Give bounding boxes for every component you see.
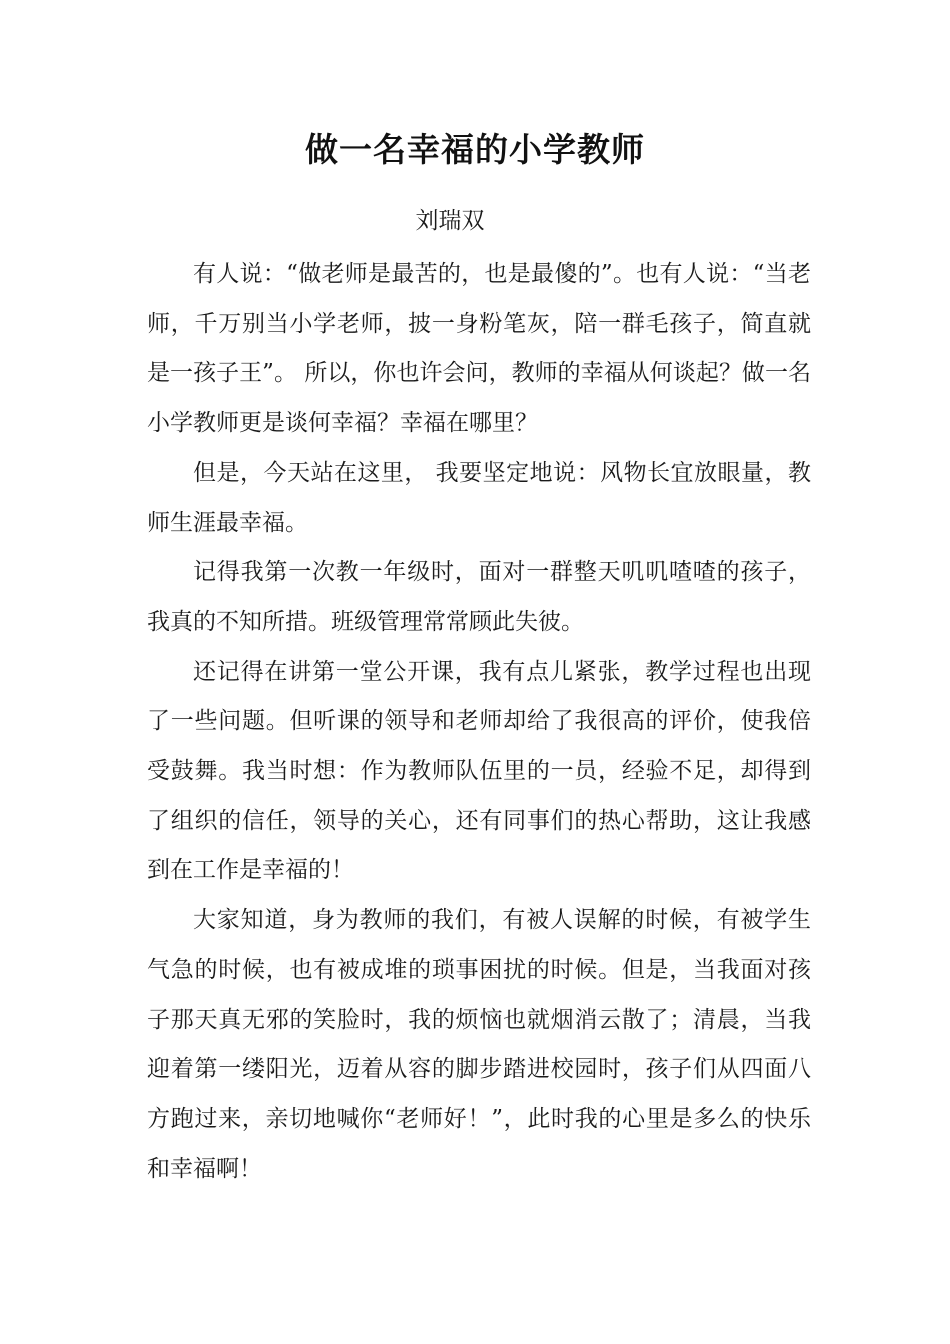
document-title: 做一名幸福的小学教师 [305, 130, 645, 169]
paragraph: 大家知道，身为教师的我们，有被人误解的时候，有被学生气急的时候，也有被成堆的琐事困扰的时候。但是，当我面对孩子那天真无邪的笑脸时，我的烦恼也就烟消云散了；清晨，当我迎着第一缕阳光，迈着从容的脚步踏进校园时，孩子们从四面八方跑过来，亲切地喊你“老师好！”，此时我的心里是多么的快乐和幸福啊！ [147, 907, 811, 1182]
document-author: 刘瑞双 [415, 208, 485, 234]
paragraph: 记得我第一次教一年级时，面对一群整天叽叽喳喳的孩子，我真的不知所措。班级管理常常顾此失彼。 [147, 559, 811, 635]
paragraph: 但是，今天站在这里， 我要坚定地说：风物长宜放眼量，教师生涯最幸福。 [147, 459, 811, 536]
paragraph: 还记得在讲第一堂公开课，我有点儿紧张，教学过程也出现了一些问题。但听课的领导和老师却给了我很高的评价，使我倍受鼓舞。我当时想：作为教师队伍里的一员，经验不足，却得到了组织的信任，领导的关心，还有同事们的热心帮助，这让我感到在工作是幸福的！ [147, 658, 811, 884]
paragraph: 有人说：“做老师是最苦的，也是最傻的”。也有人说：“当老师，千万别当小学老师，披一身粉笔灰，陪一群毛孩子，简直就是一孩子王”。 所以，你也许会问，教师的幸福从何谈起？做一名小学教师更是谈何幸福？幸福在哪里？ [147, 261, 811, 437]
document-body [147, 250, 811, 1194]
